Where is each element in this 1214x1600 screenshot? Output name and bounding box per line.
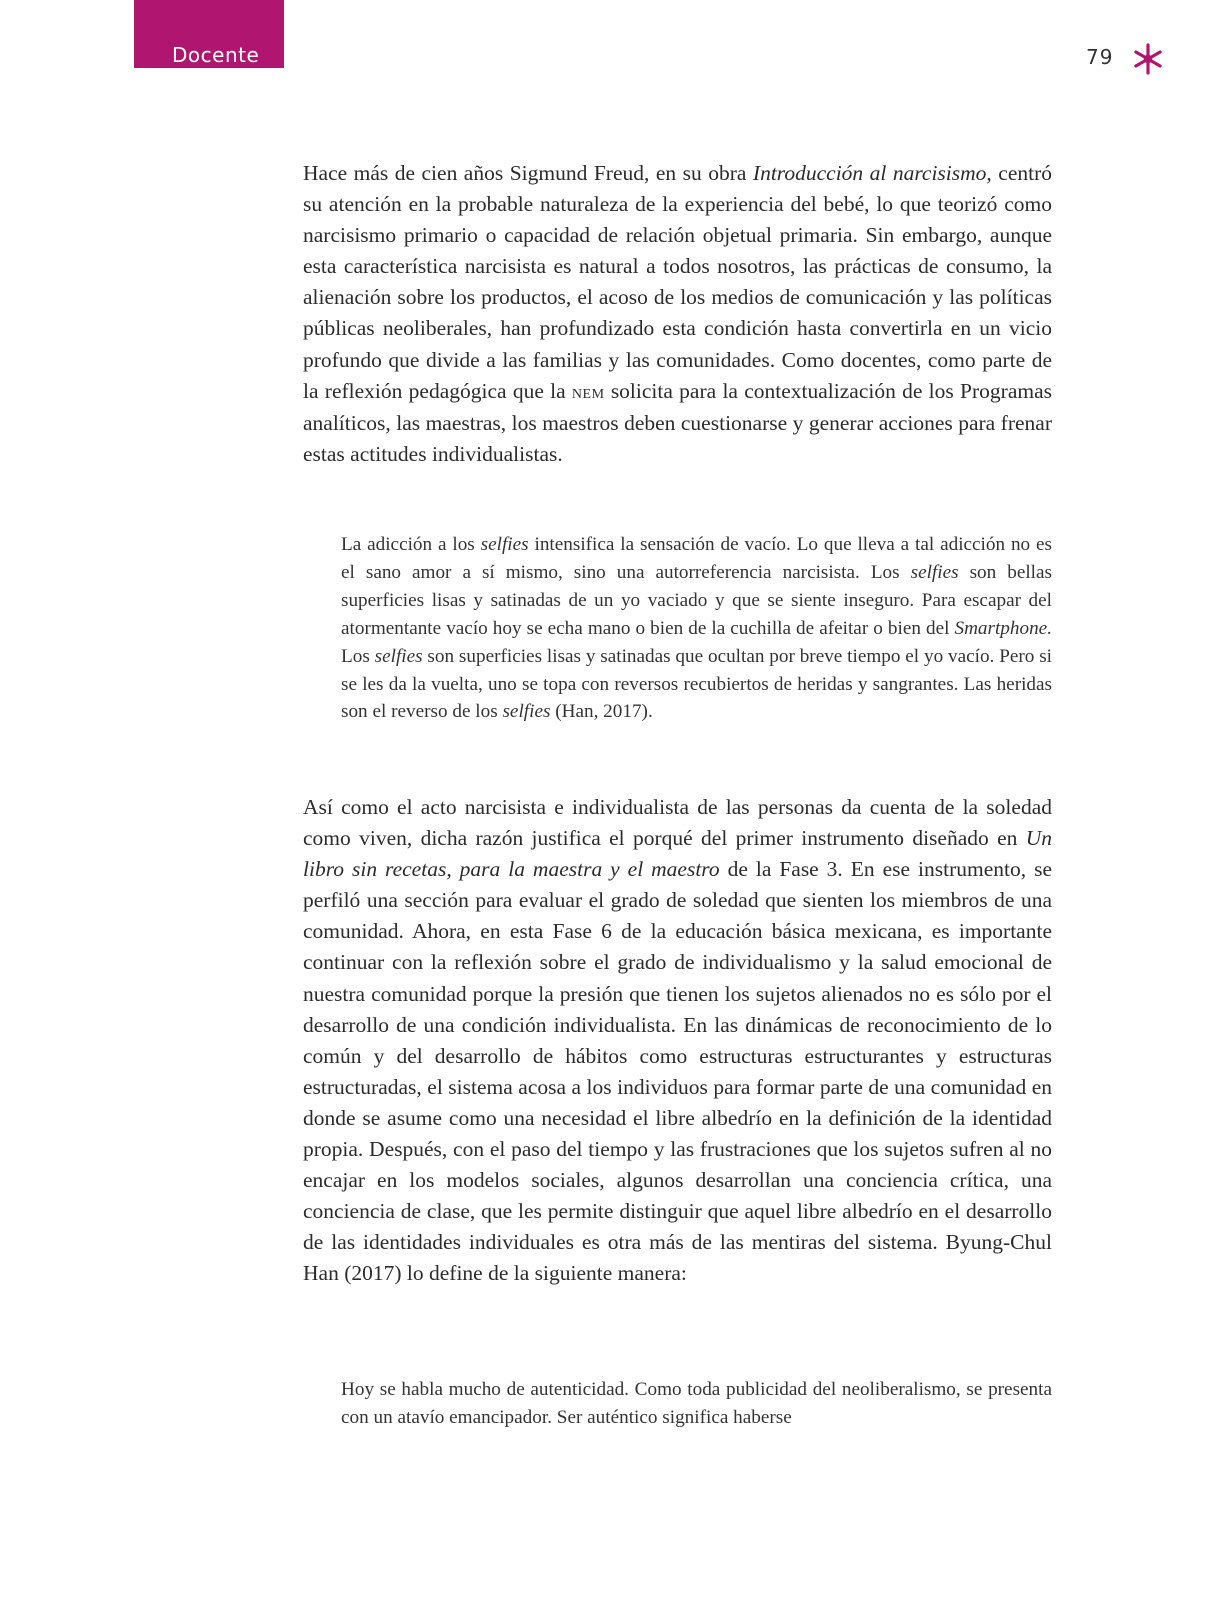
body-paragraph-1: Hace más de cien años Sigmund Freud, en su obra Introducción al narcisismo, centró su atención en la probable naturaleza de la experiencia del bebé, lo que teorizó como narcisismo primario o capacidad de relación objetual primaria. Sin embargo, aunque esta característica narcisista es natural a todos nosotros, las prácticas de consumo, la alienación sobre los productos, el acoso de los medios de comunicación y las políticas públicas neoliberales, han profundizado esta condición hasta convertirla en un vicio profundo que divide a las familias y las comunidades. Como docentes, como parte de la reflexión pedagógica que la nem solicita para la contextualización de los Programas analíticos, las maestras, los maestros deben cuestionarse y generar acciones para frenar estas actitudes individualistas.	[303, 161, 1052, 466]
body-paragraph-2: Así como el acto narcisista e individualista de las personas da cuenta de la soledad como viven, dicha razón justifica el porqué del primer instrumento diseñado en Un libro sin recetas, para la maestra y el maestro de la Fase 3. En ese instrumento, se perfiló una sección para evaluar el grado de soledad que sienten los miembros de una comunidad. Ahora, en esta Fase 6 de la educación básica mexicana, es importante continuar con la reflexión sobre el grado de individualismo y la salud emocional de nuestra comunidad porque la presión que tienen los sujetos alienados no es sólo por el desarrollo de una condición individualista. En las dinámicas de reconocimiento de lo común y del desarrollo de hábitos como estructuras estructurantes y estructuras estructuradas, el sistema acosa a los individuos para formar parte de una comunidad en donde se asume como una necesidad el libre albedrío en la definición de la identidad propia. Después, con el paso del tiempo y las frustraciones que los sujetos sufren al no encajar en los modelos sociales, algunos desarrollan una conciencia crítica, una conciencia de clase, que les permite distinguir que aquel libre albedrío en el desarrollo de las identidades individuales es otra más de las mentiras del sistema. Byung-Chul Han (2017) lo define de la siguiente manera:	[303, 795, 1052, 1286]
asterisk-icon	[1131, 42, 1165, 76]
block-quote-2: Hoy se habla mucho de autenticidad. Como toda publicidad del neoliberalismo, se presenta con un atavío emancipador. Ser auténtico significa haberse	[341, 1379, 1052, 1428]
book-title-italic: Un libro sin recetas, para la maestra y el maestro	[303, 826, 1052, 882]
block-quote-1: La adicción a los selfies intensifica la sensación de vacío. Lo que lleva a tal adicción no es el sano amor a sí mismo, sino una autorreferencia narcisista. Los selfies son bellas superficies lisas y satinadas de un yo vaciado y que se siente inseguro. Para escapar del atormentante vacío hoy se echa mano o bien de la cuchilla de afeitar o bien del Smartphone. Los selfies son superficies lisas y satinadas que ocultan por breve tiempo el yo vacío. Pero si se les da la vuelta, uno se topa con reversos recubiertos de heridas y sangrantes. Las heridas son el reverso de los selfies (Han, 2017).	[341, 534, 1053, 723]
work-title-italic: Introducción al narcisismo	[752, 161, 987, 185]
page-number: 79	[1086, 45, 1114, 69]
nem-acronym: nem	[571, 380, 605, 403]
section-tab	[134, 0, 284, 68]
section-label: Docente	[172, 43, 260, 67]
